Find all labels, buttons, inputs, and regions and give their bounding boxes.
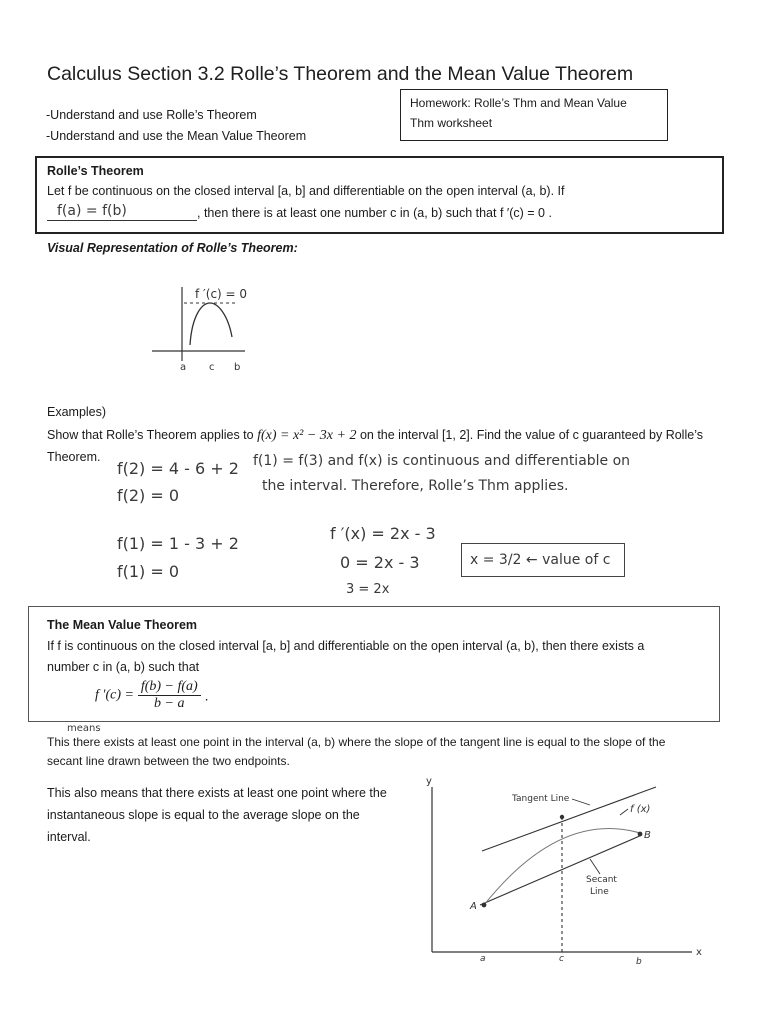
mvt-also-2: instantaneous slope is equal to the average slope on the <box>47 808 360 822</box>
mvt-also-1: This also means that there exists at least one point where the <box>47 786 387 800</box>
example-prompt <box>47 428 703 444</box>
fig-tick-a: a <box>480 954 486 964</box>
mvt-formula-den: b − a <box>154 696 185 711</box>
sketch-curve <box>190 303 232 345</box>
example-function: f(x) = x² − 3x + 2 <box>257 428 357 443</box>
mvt-formula-lhs: f ′(c) = <box>95 687 134 703</box>
sketch-tick-b: b <box>234 362 241 373</box>
mvt-line-1: If f is continuous on the closed interval [a, b] and differentiable on the open interval (a, b), then there exists a <box>47 639 645 653</box>
work-deriv-1: f ′(x) = 2x - 3 <box>330 524 436 543</box>
work-f1-a: f(1) = 1 - 3 + 2 <box>117 534 239 553</box>
fig-tick-b: b <box>636 957 642 967</box>
fig-point-a-dot <box>482 903 487 908</box>
fig-secant-arrow <box>590 859 600 874</box>
work-deriv-3: 3 = 2x <box>346 582 390 597</box>
mvt-figure <box>420 775 710 970</box>
fig-secant-line <box>480 835 642 905</box>
mvt-explain-2: secant line drawn between the two endpoints. <box>47 754 290 768</box>
fig-tangent-arrow <box>572 799 590 805</box>
work-note-2: the interval. Therefore, Rolle’s Thm applies. <box>262 478 569 494</box>
fig-point-a: A <box>470 901 477 912</box>
work-f1-b: f(1) = 0 <box>117 562 180 581</box>
rolles-theorem-box <box>35 156 724 234</box>
homework-line-1: Homework: Rolle’s Thm and Mean Value <box>410 96 627 110</box>
fig-tick-c: c <box>559 954 564 964</box>
mvt-heading: The Mean Value Theorem <box>47 618 198 632</box>
rolles-heading: Rolle’s Theorem <box>47 164 144 178</box>
example-prompt-c: Theorem. <box>47 450 101 464</box>
visual-heading: Visual Representation of Rolle’s Theorem: <box>47 241 298 255</box>
fig-tangent-label: Tangent Line <box>512 794 570 804</box>
work-answer-box <box>461 543 625 577</box>
example-label: Examples) <box>47 405 107 419</box>
example-prompt-a: Show that Rolle’s Theorem applies to <box>47 428 258 442</box>
sketch-label: f ′(c) = 0 <box>195 287 248 301</box>
example-prompt-b: on the interval [1, 2]. Find the value of c guaranteed by Rolle’s <box>356 428 703 442</box>
mvt-also-3: interval. <box>47 830 91 844</box>
mvt-box <box>28 606 720 722</box>
sketch-tick-c: c <box>209 362 215 373</box>
work-note-1: f(1) = f(3) and f(x) is continuous and differentiable on <box>253 453 631 469</box>
mvt-fraction <box>138 679 201 712</box>
homework-box <box>400 89 668 141</box>
work-f2-a: f(2) = 4 - 6 + 2 <box>117 459 239 478</box>
fig-secant-label-2: Line <box>590 887 609 897</box>
fig-axis-x-label: x <box>696 947 702 958</box>
rolles-sketch <box>140 275 270 375</box>
page-title: Calculus Section 3.2 Rolle’s Theorem and the Mean Value Theorem <box>47 63 634 85</box>
fig-secant-label-1: Secant <box>586 875 617 885</box>
fig-axis-y-label: y <box>426 776 432 787</box>
mvt-explain-1: This there exists at least one point in the interval (a, b) where the slope of the tangent line is equal to the slope of the <box>47 735 666 749</box>
sketch-tick-a: a <box>180 362 187 373</box>
work-answer: x = 3/2 ← value of c <box>470 552 611 568</box>
fig-point-b: B <box>644 830 651 841</box>
fig-function-label: f (x) <box>630 804 651 815</box>
fig-function-arrow <box>620 809 628 815</box>
fig-point-b-dot <box>638 832 643 837</box>
fig-tangent-point <box>560 815 564 819</box>
rolles-blank <box>47 202 197 221</box>
rolles-line-1: Let f be continuous on the closed interval [a, b] and differentiable on the open interval (a, b). If <box>47 184 565 198</box>
rolles-line-2: , then there is at least one number c in (a, b) such that f ′(c) = 0 . <box>197 206 552 220</box>
objective-2: -Understand and use the Mean Value Theorem <box>46 129 307 143</box>
rolles-blank-handwriting: f(a) = f(b) <box>57 203 127 219</box>
mvt-formula-end: . <box>204 687 209 704</box>
mvt-line-2: number c in (a, b) such that <box>47 660 200 674</box>
homework-line-2: Thm worksheet <box>410 116 493 130</box>
work-f2-b: f(2) = 0 <box>117 486 180 505</box>
mvt-means-note: means <box>67 723 101 734</box>
mvt-formula-num: f(b) − f(a) <box>138 679 201 696</box>
mvt-formula <box>95 679 208 712</box>
work-deriv-2: 0 = 2x - 3 <box>340 553 420 572</box>
objective-1: -Understand and use Rolle’s Theorem <box>46 108 257 122</box>
